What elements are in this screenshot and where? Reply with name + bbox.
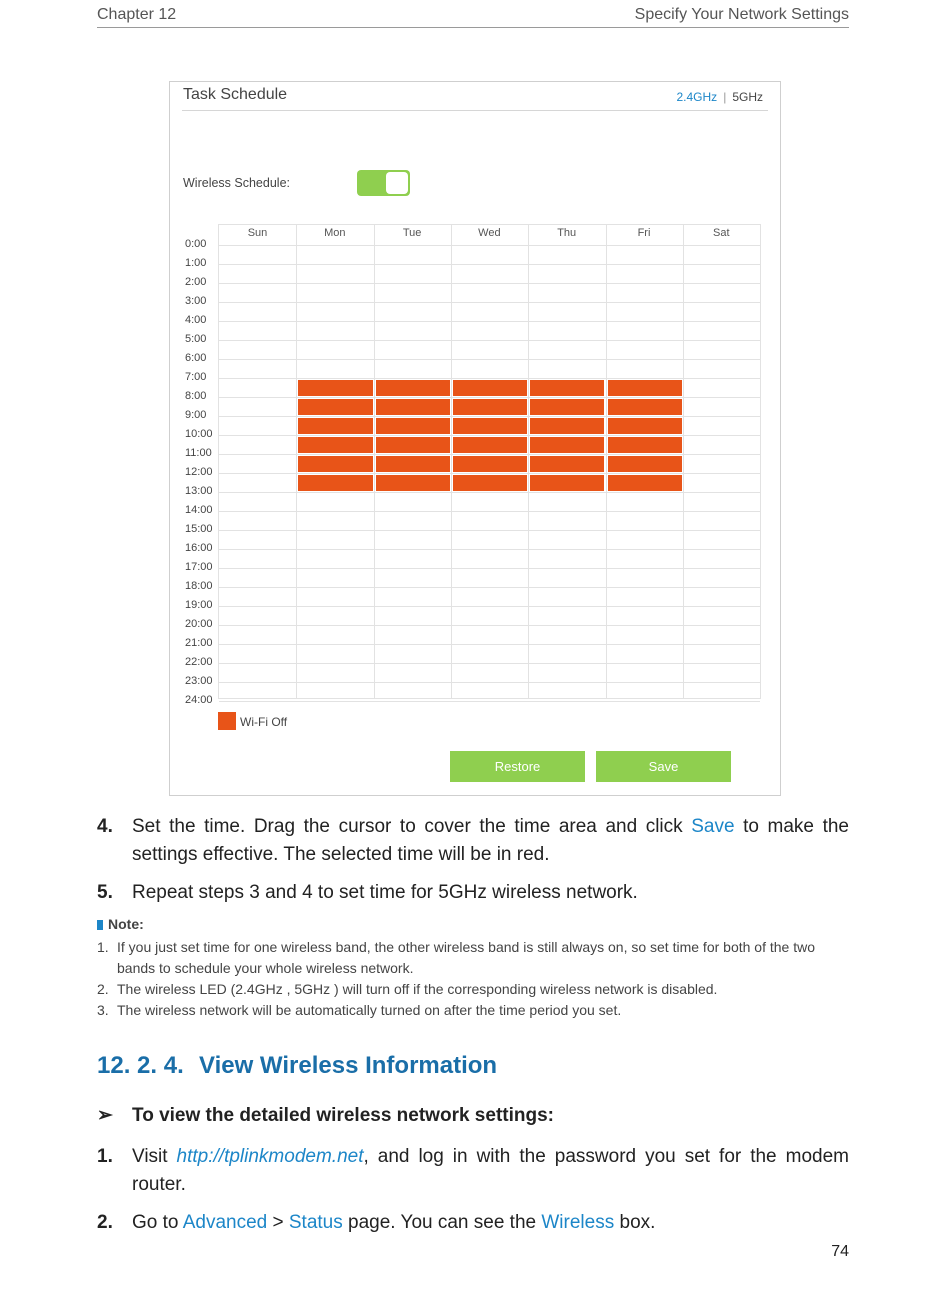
step-text: Visit http://tplinkmodem.net, and log in with the password you set for the modem router. xyxy=(132,1146,849,1195)
hour-label: 16:00 xyxy=(185,542,213,554)
task-schedule-title: Task Schedule xyxy=(183,86,288,103)
note-item: 3. The wireless network will be automatically turned on after the time period you set. xyxy=(97,1002,622,1018)
section-label: Specify Your Network Settings xyxy=(634,6,849,23)
hour-label: 8:00 xyxy=(185,390,207,402)
step-number: 1. xyxy=(97,1146,113,1167)
day-header-mon: Mon xyxy=(324,227,346,239)
toggle-knob xyxy=(386,172,408,194)
wifi-off-cell[interactable] xyxy=(530,380,604,396)
wifi-off-cell[interactable] xyxy=(298,399,372,415)
task-schedule-panel xyxy=(169,81,781,796)
grid-row-line xyxy=(219,359,760,360)
status-link[interactable]: Status xyxy=(288,1212,343,1233)
grid-row-line xyxy=(219,321,760,322)
hour-label: 7:00 xyxy=(185,371,207,383)
note-title: Note: xyxy=(97,916,144,932)
grid-row-line xyxy=(219,644,760,645)
grid-row-line xyxy=(219,511,760,512)
tplinkmodem-link[interactable]: http://tplinkmodem.net xyxy=(176,1146,364,1167)
hour-label: 23:00 xyxy=(185,675,213,687)
grid-row-line xyxy=(219,549,760,550)
wifi-off-cell[interactable] xyxy=(298,456,372,472)
wifi-off-legend-label: Wi-Fi Off xyxy=(240,715,288,729)
hour-label: 19:00 xyxy=(185,599,213,611)
wifi-off-cell[interactable] xyxy=(453,380,527,396)
grid-row-line xyxy=(219,454,760,455)
hour-label: 2:00 xyxy=(185,276,207,288)
hour-label: 5:00 xyxy=(185,333,207,345)
save-link[interactable]: Save xyxy=(691,816,735,837)
wireless-schedule-label: Wireless Schedule: xyxy=(183,176,290,190)
step-number: 4. xyxy=(97,816,113,837)
wifi-off-cell[interactable] xyxy=(376,437,450,453)
hour-label: 20:00 xyxy=(185,618,213,630)
grid-row-line xyxy=(219,245,760,246)
grid-column-line xyxy=(606,225,607,698)
hour-label: 14:00 xyxy=(185,504,213,516)
restore-button[interactable]: Restore xyxy=(450,751,585,782)
hour-label: 9:00 xyxy=(185,409,207,421)
grid-row-line xyxy=(219,492,760,493)
hour-label: 10:00 xyxy=(185,428,213,440)
hour-label: 0:00 xyxy=(185,238,207,250)
grid-column-line xyxy=(528,225,529,698)
section-heading xyxy=(97,1052,497,1080)
hour-label: 3:00 xyxy=(185,295,207,307)
grid-row-line xyxy=(219,378,760,379)
save-button[interactable]: Save xyxy=(596,751,731,782)
step-number: 5. xyxy=(97,882,113,903)
step-text: Set the time. Drag the cursor to cover the time area and click Save to make the settings effective. The selected time will be in red. xyxy=(132,816,849,865)
hour-label: 1:00 xyxy=(185,257,207,269)
hour-label: 21:00 xyxy=(185,637,213,649)
grid-row-line xyxy=(219,530,760,531)
bookmark-icon xyxy=(97,920,103,930)
hour-label: 6:00 xyxy=(185,352,207,364)
wifi-off-cell[interactable] xyxy=(530,399,604,415)
grid-row-line xyxy=(219,625,760,626)
grid-column-line xyxy=(451,225,452,698)
wifi-off-cell[interactable] xyxy=(530,475,604,491)
wifi-off-cell[interactable] xyxy=(608,475,682,491)
grid-column-line xyxy=(374,225,375,698)
note-item: 1. If you just set time for one wireless band, the other wireless band is still always on, so set time for both of the two bands to schedule your whole wireless network. xyxy=(97,939,815,976)
wifi-off-cell[interactable] xyxy=(453,437,527,453)
wifi-off-cell[interactable] xyxy=(530,418,604,434)
wifi-off-cell[interactable] xyxy=(453,399,527,415)
hour-label: 13:00 xyxy=(185,485,213,497)
page-number: 74 xyxy=(831,1243,849,1260)
grid-row-line xyxy=(219,397,760,398)
band-switch xyxy=(677,90,764,104)
wifi-off-cell[interactable] xyxy=(608,418,682,434)
day-header-tue: Tue xyxy=(402,227,422,239)
day-header-fri: Fri xyxy=(637,227,651,239)
section-number: 12. 2. 4. xyxy=(97,1052,184,1079)
step-text: Repeat steps 3 and 4 to set time for 5GHz wireless network. xyxy=(132,882,638,903)
wireless-link[interactable]: Wireless xyxy=(541,1212,615,1233)
page-header xyxy=(97,6,849,28)
band-5ghz-tab[interactable]: 5GHz xyxy=(732,90,763,104)
wifi-off-cell[interactable] xyxy=(376,456,450,472)
wireless-schedule-toggle[interactable] xyxy=(357,170,410,196)
hour-label: 12:00 xyxy=(185,466,213,478)
grid-row-line xyxy=(219,416,760,417)
wifi-off-cell[interactable] xyxy=(298,418,372,434)
schedule-grid[interactable] xyxy=(185,224,761,706)
advanced-link[interactable]: Advanced xyxy=(182,1212,268,1233)
grid-row-line xyxy=(219,606,760,607)
grid-row-line xyxy=(219,568,760,569)
grid-row-line xyxy=(219,473,760,474)
grid-row-line xyxy=(219,302,760,303)
step-4 xyxy=(97,813,849,869)
grid-column-line xyxy=(296,225,297,698)
wifi-off-cell[interactable] xyxy=(453,475,527,491)
grid-row-line xyxy=(219,435,760,436)
title-divider xyxy=(182,110,768,111)
wifi-off-cell[interactable] xyxy=(453,456,527,472)
wifi-off-legend-swatch xyxy=(218,712,236,730)
hour-label: 17:00 xyxy=(185,561,213,573)
wifi-off-cell[interactable] xyxy=(298,380,372,396)
band-separator: | xyxy=(723,90,727,104)
step-2 xyxy=(97,1209,849,1237)
chapter-label: Chapter 12 xyxy=(97,6,177,23)
wifi-off-cell[interactable] xyxy=(608,380,682,396)
hour-label: 11:00 xyxy=(185,447,212,459)
wifi-off-cell[interactable] xyxy=(608,456,682,472)
step-number: 2. xyxy=(97,1212,113,1233)
grid-row-line xyxy=(219,340,760,341)
hour-label: 22:00 xyxy=(185,656,213,668)
band-24ghz-tab[interactable]: 2.4GHz xyxy=(676,90,718,104)
hour-label: 24:00 xyxy=(185,694,213,706)
day-header-wed: Wed xyxy=(478,227,501,239)
hour-label: 4:00 xyxy=(185,314,207,326)
grid-column-line xyxy=(683,225,684,698)
wifi-off-cell[interactable] xyxy=(376,475,450,491)
grid-row-line xyxy=(219,682,760,683)
wifi-off-cell[interactable] xyxy=(298,475,372,491)
wifi-off-cell[interactable] xyxy=(453,418,527,434)
day-header-thu: Thu xyxy=(557,227,577,239)
hour-label: 15:00 xyxy=(185,523,213,535)
grid-row-line xyxy=(219,264,760,265)
wifi-off-cell[interactable] xyxy=(608,437,682,453)
hour-label: 18:00 xyxy=(185,580,213,592)
day-header-sat: Sat xyxy=(713,227,730,239)
section-title: View Wireless Information xyxy=(199,1052,498,1079)
grid-row-line xyxy=(219,587,760,588)
wifi-off-cell[interactable] xyxy=(608,399,682,415)
wifi-off-cell[interactable] xyxy=(376,399,450,415)
wifi-off-cell[interactable] xyxy=(376,418,450,434)
grid-row-line xyxy=(219,663,760,664)
wifi-off-cell[interactable] xyxy=(298,437,372,453)
day-header-sun: Sun xyxy=(247,227,268,239)
grid-row-line xyxy=(219,701,760,702)
step-text: Go to Advanced > Status page. You can see the Wireless box. xyxy=(132,1212,656,1233)
subheading: ➢ To view the detailed wireless network settings: xyxy=(97,1105,554,1126)
note-item: 2. The wireless LED (2.4GHz , 5GHz ) will turn off if the corresponding wireless network is disabled. xyxy=(97,981,718,997)
grid-row-line xyxy=(219,283,760,284)
wifi-off-cell[interactable] xyxy=(530,437,604,453)
wifi-off-cell[interactable] xyxy=(530,456,604,472)
arrow-icon: ➢ xyxy=(97,1105,113,1126)
step-1 xyxy=(97,1143,849,1199)
wifi-off-cell[interactable] xyxy=(376,380,450,396)
step-5 xyxy=(97,879,849,907)
